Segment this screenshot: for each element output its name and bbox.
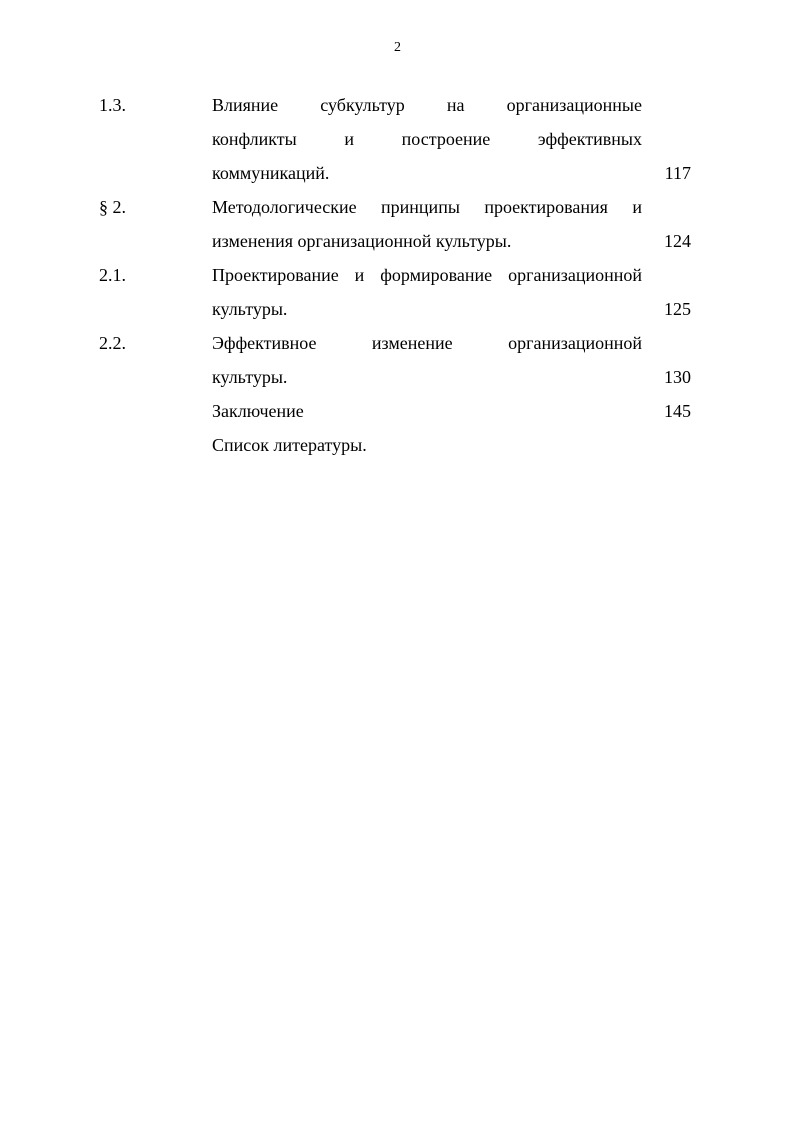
toc-entry-title [212, 258, 642, 326]
toc-entry-1-3 [0, 88, 795, 190]
toc-entry-title-line: Заключение [212, 401, 304, 421]
toc-entry-title [212, 326, 642, 394]
toc-entry-page: 117 [664, 163, 691, 183]
toc-entry-title [212, 190, 642, 258]
toc-entry-bibliography [0, 428, 795, 462]
toc-entry-title [212, 88, 642, 190]
toc-entry-conclusion [0, 394, 795, 428]
toc-entry-title-line: культуры. [212, 299, 288, 319]
toc-entry-number: 2.2. [99, 333, 126, 353]
toc-entry-title-line: Список литературы. [212, 435, 367, 455]
toc-entry-title-line: Влияние субкультур на организационные [212, 95, 642, 115]
toc-entry-title-line: изменения организационной культуры. [212, 231, 512, 251]
toc-entry-title-line: Методологические принципы проектирования и [212, 197, 642, 217]
toc-entry-2-1 [0, 258, 795, 326]
toc-entry-page: 145 [664, 401, 691, 421]
toc-entry-title-line: конфликты и построение эффективных [212, 129, 642, 149]
toc-entry-page: 125 [664, 299, 691, 319]
toc-entry-number: 1.3. [99, 95, 126, 115]
toc-entry-title [212, 428, 642, 462]
toc-entry-title-line: Проектирование и формирование организационной [212, 265, 642, 285]
toc-entry-section-2 [0, 190, 795, 258]
toc-entry-title [212, 394, 642, 428]
table-of-contents [0, 88, 795, 462]
toc-entry-page: 124 [664, 231, 691, 251]
toc-entry-title-line: коммуникаций. [212, 163, 330, 183]
toc-entry-page: 130 [664, 367, 691, 387]
toc-entry-title-line: Эффективное изменение организационной [212, 333, 642, 353]
toc-entry-number: 2.1. [99, 265, 126, 285]
toc-entry-title-line: культуры. [212, 367, 288, 387]
toc-entry-2-2 [0, 326, 795, 394]
page-number: 2 [394, 40, 401, 55]
toc-entry-number: § 2. [99, 197, 126, 217]
